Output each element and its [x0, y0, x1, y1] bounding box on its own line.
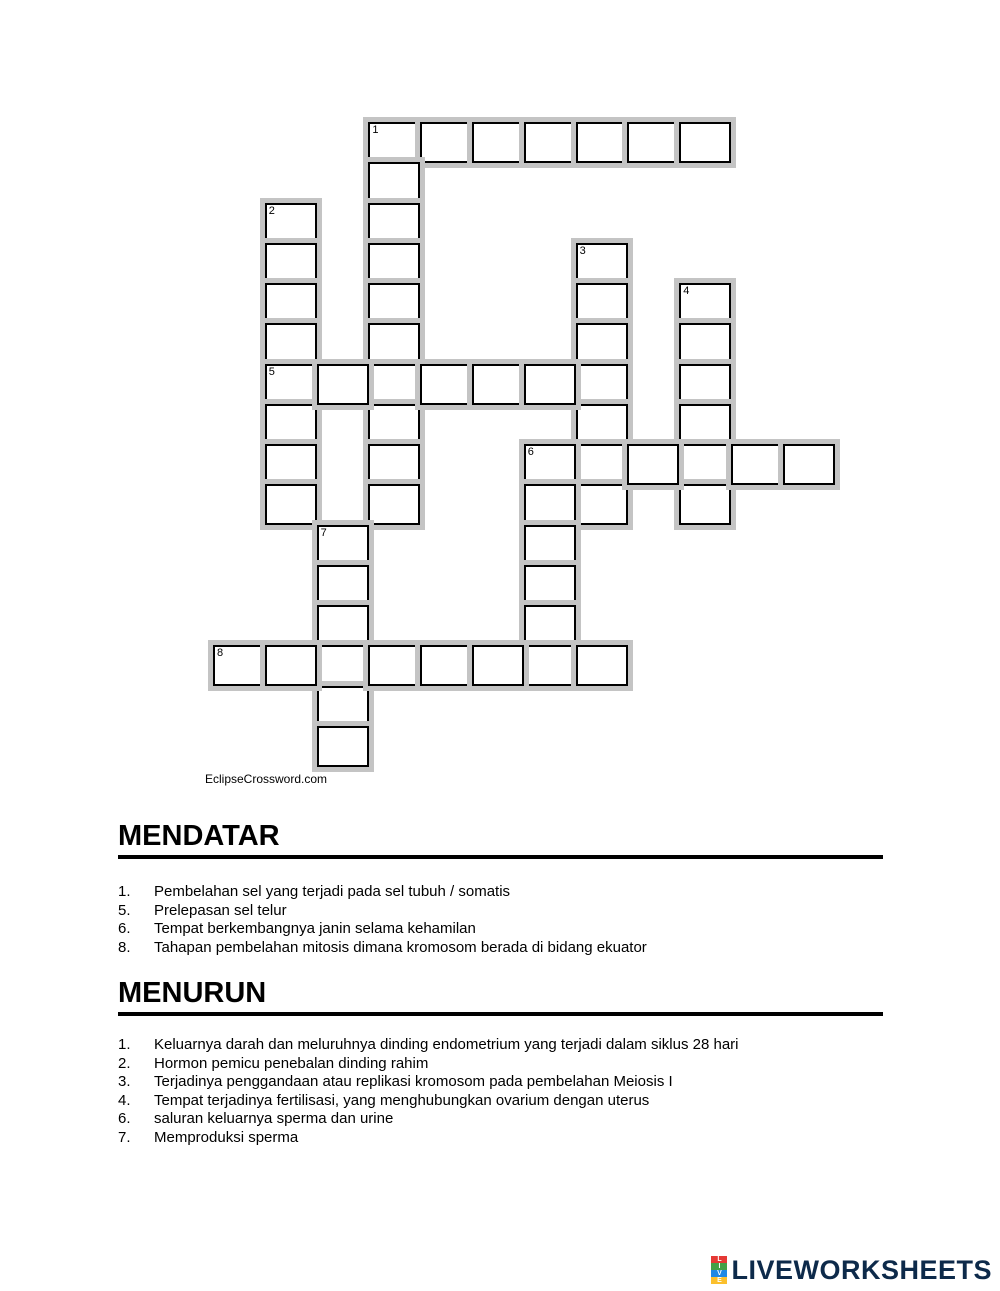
crossword-cell[interactable]	[213, 645, 265, 686]
crossword-cell[interactable]	[576, 645, 628, 686]
crossword-cell[interactable]	[368, 162, 420, 203]
clue-item-number: 3.	[118, 1073, 131, 1091]
clue-item-number: 6.	[118, 1110, 131, 1128]
logo-badge-letter: L	[711, 1256, 727, 1263]
crossword-cell[interactable]	[368, 243, 420, 284]
crossword-cell[interactable]	[317, 565, 369, 606]
crossword-cell[interactable]	[783, 444, 835, 485]
across-heading: MENDATAR	[118, 819, 883, 859]
crossword-cell[interactable]	[368, 645, 420, 686]
crossword-cell[interactable]	[731, 444, 783, 485]
crossword-cell[interactable]	[420, 364, 472, 405]
clue-number: 8	[217, 647, 224, 660]
clue-item-text: Tempat terjadinya fertilisasi, yang menghubungkan ovarium dengan uterus	[154, 1091, 650, 1109]
clue-item-text: Keluarnya darah dan meluruhnya dinding endometrium yang terjadi dalam siklus 28 hari	[154, 1036, 739, 1053]
clue-item-number: 2.	[118, 1054, 131, 1072]
crossword-cell[interactable]	[265, 283, 317, 324]
liveworksheets-badge-icon	[711, 1256, 727, 1284]
crossword-cell[interactable]	[265, 243, 317, 284]
clue-item-number: 7.	[118, 1128, 131, 1146]
crossword-cell[interactable]	[627, 122, 679, 163]
crossword-cell[interactable]	[368, 444, 420, 485]
clue-item-text: Tempat berkembangnya janin selama kehamilan	[154, 920, 476, 938]
crossword-cell[interactable]	[524, 122, 576, 163]
crossword-cell[interactable]	[679, 323, 731, 364]
crossword-cell[interactable]	[368, 364, 420, 405]
crossword-cell[interactable]	[679, 122, 731, 163]
crossword-cell[interactable]	[524, 645, 576, 686]
crossword-cell[interactable]	[265, 484, 317, 525]
clue-item-number: 4.	[118, 1091, 131, 1109]
crossword-cell[interactable]	[576, 444, 628, 485]
crossword-cell[interactable]	[576, 323, 628, 364]
across-clue-list	[118, 883, 647, 957]
clue-item-number: 8.	[118, 938, 131, 956]
crossword-cell[interactable]	[524, 605, 576, 646]
logo-badge-letter: I	[711, 1263, 727, 1270]
clue-item-text: Pembelahan sel yang terjadi pada sel tubuh / somatis	[154, 883, 511, 900]
crossword-cell[interactable]	[576, 283, 628, 324]
crossword-cell[interactable]	[524, 525, 576, 566]
logo-badge-letter: E	[711, 1277, 727, 1284]
crossword-cell[interactable]	[576, 243, 628, 284]
crossword-cell[interactable]	[627, 444, 679, 485]
clue-item	[118, 1036, 739, 1055]
crossword-cell[interactable]	[679, 283, 731, 324]
liveworksheets-logo	[711, 1254, 992, 1286]
clue-number: 2	[268, 204, 275, 217]
clue-item-number: 5.	[118, 901, 131, 919]
crossword-cell[interactable]	[524, 565, 576, 606]
logo-badge-letter: V	[711, 1270, 727, 1277]
crossword-cell[interactable]	[317, 525, 369, 566]
crossword-cell[interactable]	[317, 726, 369, 767]
clue-item-text: Hormon pemicu penebalan dinding rahim	[154, 1054, 429, 1072]
crossword-cell[interactable]	[679, 484, 731, 525]
crossword-cell[interactable]	[576, 122, 628, 163]
clue-number: 1	[372, 124, 379, 136]
down-heading: MENURUN	[118, 976, 883, 1016]
crossword-cell[interactable]	[472, 122, 524, 163]
clue-item	[118, 1055, 739, 1074]
clue-number: 4	[683, 285, 690, 297]
crossword-cell[interactable]	[317, 645, 369, 686]
crossword-cell[interactable]	[472, 364, 524, 405]
crossword-cell[interactable]	[368, 484, 420, 525]
clue-item	[118, 939, 647, 958]
crossword-cell[interactable]	[265, 444, 317, 485]
crossword-cell[interactable]	[317, 605, 369, 646]
crossword-cell[interactable]	[368, 323, 420, 364]
clue-item-text: Terjadinya penggandaan atau replikasi kromosom pada pembelahan Meiosis I	[154, 1073, 673, 1091]
crossword-cell[interactable]	[524, 484, 576, 525]
clue-item-text: Tahapan pembelahan mitosis dimana kromosom berada di bidang ekuator	[154, 938, 647, 956]
clue-number: 6	[527, 446, 534, 458]
crossword-cell[interactable]	[576, 484, 628, 525]
crossword-cell[interactable]	[420, 122, 472, 163]
clue-item-number: 1.	[118, 1036, 131, 1053]
clue-item	[118, 883, 647, 902]
crossword-cell[interactable]	[524, 364, 576, 405]
crossword-cell[interactable]	[420, 645, 472, 686]
crossword-cell[interactable]	[368, 122, 420, 163]
crossword-cell[interactable]	[576, 404, 628, 445]
crossword-credit: EclipseCrossword.com	[205, 772, 328, 786]
clue-item-number: 6.	[118, 920, 131, 938]
crossword-cell[interactable]	[317, 686, 369, 727]
crossword-cell[interactable]	[679, 364, 731, 405]
crossword-cell[interactable]	[265, 404, 317, 445]
crossword-cell[interactable]	[576, 364, 628, 405]
crossword-cell[interactable]	[265, 364, 317, 405]
clue-item	[118, 1092, 739, 1111]
crossword-cell[interactable]	[265, 645, 317, 686]
crossword-cell[interactable]	[368, 404, 420, 445]
crossword-cell[interactable]	[472, 645, 524, 686]
crossword-cell[interactable]	[679, 444, 731, 485]
clue-item-text: saluran keluarnya sperma dan urine	[154, 1110, 394, 1128]
crossword-cell[interactable]	[368, 203, 420, 244]
crossword-cell[interactable]	[679, 404, 731, 445]
crossword-cell[interactable]	[317, 364, 369, 405]
crossword-cell[interactable]	[265, 323, 317, 364]
crossword-cell[interactable]	[265, 203, 317, 244]
clue-item-number: 1.	[118, 883, 131, 900]
down-clue-list	[118, 1036, 739, 1148]
clue-number: 5	[268, 365, 275, 378]
clue-number: 3	[579, 244, 586, 257]
clue-number: 7	[320, 526, 327, 539]
clue-item	[118, 920, 647, 939]
clue-item	[118, 902, 647, 921]
clue-item	[118, 1129, 739, 1148]
clue-item-text: Memproduksi sperma	[154, 1128, 299, 1146]
crossword-cell[interactable]	[524, 444, 576, 485]
clue-item-text: Prelepasan sel telur	[154, 901, 287, 919]
logo-text: LIVEWORKSHEETS	[731, 1254, 992, 1285]
clue-item	[118, 1073, 739, 1092]
crossword-cell[interactable]	[368, 283, 420, 324]
clue-item	[118, 1110, 739, 1129]
